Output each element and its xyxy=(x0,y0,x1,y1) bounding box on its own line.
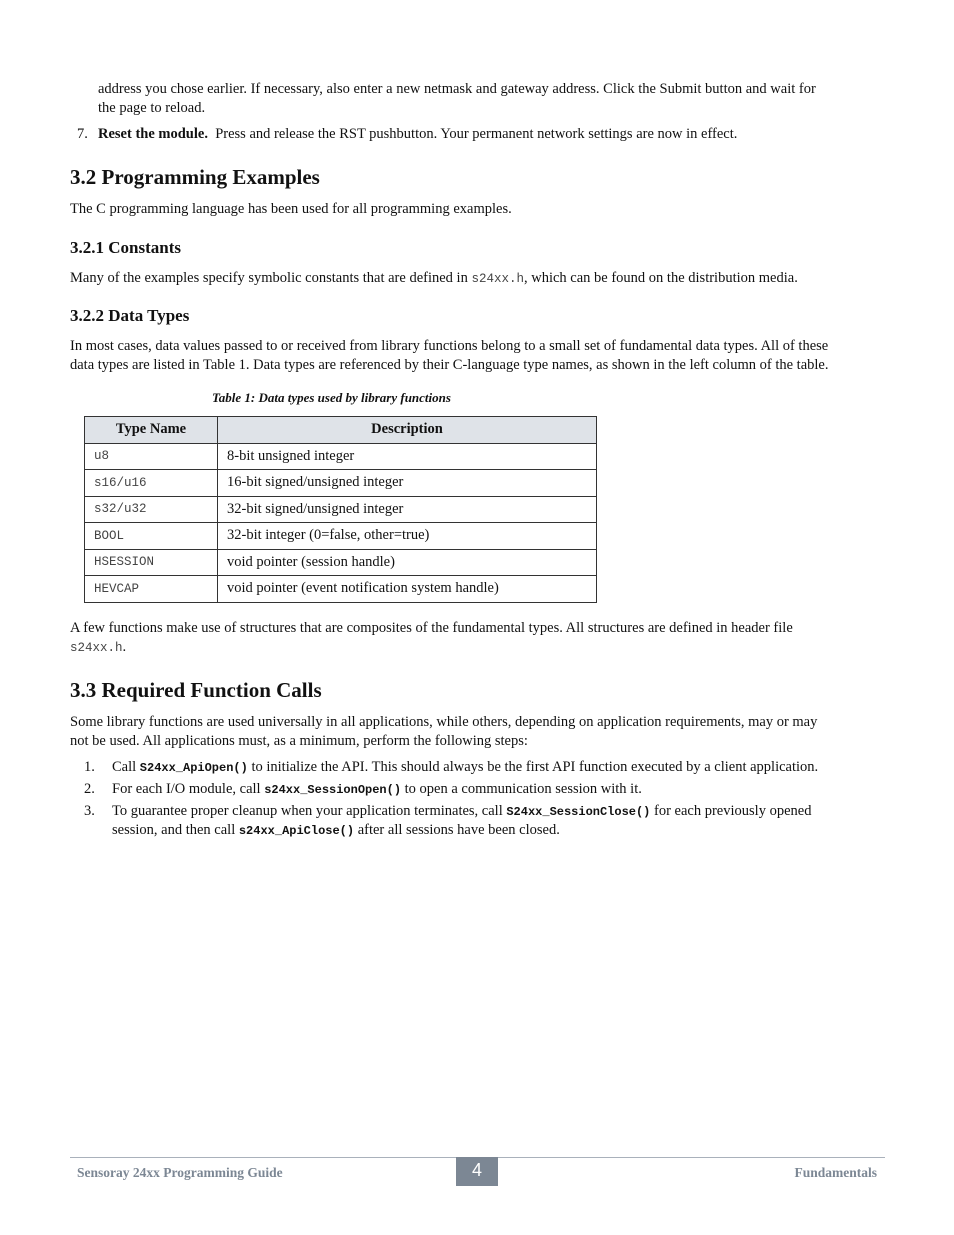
step3-text-b2: after all sessions have been closed. xyxy=(354,822,560,838)
table-row xyxy=(85,523,597,550)
step6-continuation-line2: the page to reload. xyxy=(98,100,206,116)
page-number: 4 xyxy=(456,1157,498,1186)
step2-text-b: to open a communication session with it. xyxy=(401,781,642,797)
step3-text-line2 xyxy=(112,821,560,841)
footer-chapter-title: Fundamentals xyxy=(794,1165,877,1180)
table-header-row xyxy=(85,417,597,444)
step1-text-b: to initialize the API. This should always be the first API function executed by a client application. xyxy=(247,759,819,775)
description-cell: void pointer (session handle) xyxy=(218,549,597,576)
step7-bold-label: Reset the module. xyxy=(98,126,208,142)
section-3-2-2-heading: 3.2.2 Data Types xyxy=(70,306,190,325)
api-open-code: S24xx_ApiOpen() xyxy=(139,761,248,775)
step1-text-a: Call xyxy=(112,759,140,775)
step7-number: 7. xyxy=(77,126,88,142)
step3-text-b: for each previously opened xyxy=(650,803,812,819)
section-3-2-2-line1: In most cases, data values passed to or received from library functions belong to a small set of fundamental data types. All of these xyxy=(70,338,829,354)
section-3-3-line1: Some library functions are used universally in all applications, while others, depending on application requirements, may or may xyxy=(70,714,818,730)
type-name-cell: HSESSION xyxy=(85,549,218,576)
description-cell: 16-bit signed/unsigned integer xyxy=(218,470,597,497)
step1-number: 1. xyxy=(84,759,95,775)
session-open-code: s24xx_SessionOpen() xyxy=(264,783,402,797)
step3-text-a: To guarantee proper cleanup when your application terminates, call xyxy=(112,803,507,819)
step3-text-a2: session, and then call xyxy=(112,822,239,838)
step7-text xyxy=(98,125,737,144)
step3-text-line1 xyxy=(112,802,811,822)
description-cell: 32-bit integer (0=false, other=true) xyxy=(218,523,597,550)
step2-text-a: For each I/O module, call xyxy=(112,781,265,797)
section-3-2-text: The C programming language has been used for all programming examples. xyxy=(70,201,512,217)
type-name-cell: u8 xyxy=(85,443,218,470)
step6-continuation-line1: address you chose earlier. If necessary, also enter a new netmask and gateway address. Click the Submit button and wait for xyxy=(98,81,816,97)
type-name-cell: s16/u16 xyxy=(85,470,218,497)
table-header-description: Description xyxy=(218,417,597,444)
footer-guide-title: Sensoray 24xx Programming Guide xyxy=(77,1165,283,1180)
section-3-2-heading: 3.2 Programming Examples xyxy=(70,165,320,189)
structures-text-line2 xyxy=(70,638,126,658)
header-file-code: s24xx.h xyxy=(70,641,123,655)
structures-text-line1: A few functions make use of structures that are composites of the fundamental types. All structures are defined in header file xyxy=(70,620,793,636)
table-row xyxy=(85,496,597,523)
header-file-code: s24xx.h xyxy=(471,272,524,286)
data-types-table xyxy=(84,416,597,603)
table-caption: Table 1: Data types used by library functions xyxy=(212,390,451,405)
section-3-2-2-line2: data types are listed in Table 1. Data types are referenced by their C-language type names, as shown in the left column of the table. xyxy=(70,357,829,373)
description-cell: void pointer (event notification system handle) xyxy=(218,576,597,603)
table-row xyxy=(85,470,597,497)
type-name-cell: BOOL xyxy=(85,523,218,550)
section-3-3-heading: 3.3 Required Function Calls xyxy=(70,678,322,702)
table-row xyxy=(85,549,597,576)
session-close-code: S24xx_SessionClose() xyxy=(506,805,651,819)
constants-text-before: Many of the examples specify symbolic constants that are defined in xyxy=(70,270,472,286)
section-3-2-1-text xyxy=(70,269,798,289)
step7-description: Press and release the RST pushbutton. Your permanent network settings are now in effect. xyxy=(215,126,738,142)
table-header-type-name: Type Name xyxy=(85,417,218,444)
constants-text-after: , which can be found on the distribution media. xyxy=(523,270,798,286)
section-3-2-1-heading: 3.2.1 Constants xyxy=(70,238,181,257)
table-row xyxy=(85,443,597,470)
table-row xyxy=(85,576,597,603)
api-close-code: s24xx_ApiClose() xyxy=(238,824,355,838)
description-cell: 32-bit signed/unsigned integer xyxy=(218,496,597,523)
type-name-cell: s32/u32 xyxy=(85,496,218,523)
period: . xyxy=(122,639,127,655)
description-cell: 8-bit unsigned integer xyxy=(218,443,597,470)
step2-text xyxy=(112,780,642,800)
step1-text xyxy=(112,758,818,778)
section-3-3-line2: not be used. All applications must, as a minimum, perform the following steps: xyxy=(70,733,528,749)
step3-number: 3. xyxy=(84,803,95,819)
step2-number: 2. xyxy=(84,781,95,797)
type-name-cell: HEVCAP xyxy=(85,576,218,603)
